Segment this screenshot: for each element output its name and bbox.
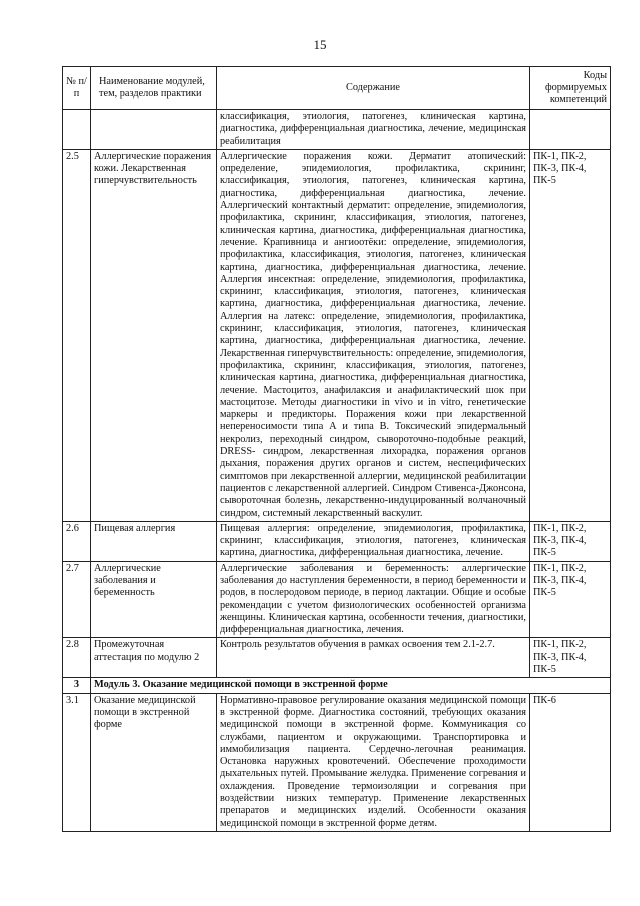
header-content: Содержание: [217, 67, 530, 110]
table-row: [63, 521, 611, 561]
table-row: [63, 110, 611, 150]
module-title: Модуль 3. Оказание медицинской помощи в экстренной форме: [91, 678, 611, 693]
row-codes: ПК-1, ПК-2, ПК-3, ПК-4, ПК-5: [530, 521, 611, 561]
header-name: Наименование модулей, тем, разделов практики: [91, 67, 217, 110]
module-header-row: [63, 678, 611, 693]
row-name: Аллергические заболевания и беременность: [91, 561, 217, 638]
row-num: 2.6: [63, 521, 91, 561]
row-content: Нормативно-правовое регулирование оказания медицинской помощи в экстренной форме. Диагностика состояний, требующих оказания медицинской помощи в экстренной форме. Коммуникация со службами, пациентом и окружающими. Транспортировка и иммобилизация пациента. Сердечно-легочная реанимация. Остановка наружных кровотечений. Обеспечение проходимости дыхательных путей. Промывание желудка. Применение согревания и охлаждения. Проведение термоизоляции и согревания при воздействии низких температур. Применение лекарственных препаратов и медицинских изделий. Особенности оказания медицинской помощи в экстренной форме детям.: [217, 693, 530, 831]
row-num: [63, 110, 91, 150]
module-num: 3: [63, 678, 91, 693]
row-codes: [530, 110, 611, 150]
row-codes: ПК-1, ПК-2, ПК-3, ПК-4, ПК-5: [530, 561, 611, 638]
row-name: Аллергические поражения кожи. Лекарственная гиперчувствительность: [91, 149, 217, 521]
row-name: [91, 110, 217, 150]
table-row: [63, 693, 611, 831]
row-codes: ПК-6: [530, 693, 611, 831]
table-row: [63, 149, 611, 521]
row-num: 2.8: [63, 638, 91, 678]
table-row: [63, 638, 611, 678]
row-name: Промежуточная аттестация по модулю 2: [91, 638, 217, 678]
row-num: 2.5: [63, 149, 91, 521]
row-content: Пищевая аллергия: определение, эпидемиология, профилактика, скрининг, классификация, этиология, патогенез, клиническая картина, диагностика, дифференциальная диагностика, лечение.: [217, 521, 530, 561]
row-name: Пищевая аллергия: [91, 521, 217, 561]
row-num: 2.7: [63, 561, 91, 638]
row-content: Контроль результатов обучения в рамках освоения тем 2.1-2.7.: [217, 638, 530, 678]
table-row: [63, 561, 611, 638]
row-num: 3.1: [63, 693, 91, 831]
header-num: № п/п: [63, 67, 91, 110]
row-content: Аллергические поражения кожи. Дерматит атопический: определение, эпидемиология, профилактика, скрининг, классификация, этиология, патогенез, клиническая картина, диагностика, дифференциальная диагностика, лечение. Аллергический контактный дерматит: определение, эпидемиология, профилактика, скрининг, классификация, этиология, патогенез, клиническая картина, диагностика, дифференциальная диагностика, лечение. Крапивница и ангиоотёки: определение, эпидемиология, профилактика, классификация, этиология, патогенез, клиническая картина, диагностика, дифференциальная диагностика, лечение. Аллергия инсектная: определение, эпидемиология, профилактика, скрининг, классификация, этиология, патогенез, клиническая картина, диагностика, дифференциальная диагностика, лечение. Аллергия на латекс: определение, эпидемиология, профилактика, скрининг, классификация, этиология, патогенез, клиническая картина, диагностика, дифференциальная диагностика, лечение. Лекарственная гиперчувствительность: определение, эпидемиология, профилактика, скрининг, классификация, этиология, патогенез, клиническая картина, диагностика, дифференциальная диагностика, лечение. Мастоцитоз, анафилаксия и анафилактический шок при мастоцитозе. Методы диагностики in vivo и in vitro, генетические маркеры и предикторы. Поражения кожи при лекарственной непереносимости типа А и типа В. Токсический эпидермальный некролиз, переходный синдром, сывороточно-подобные реакций, DRESS- синдром, лекарственная лихорадка, поражения органов дыхания, поражения других органов и систем, неспецифических симптомов при лекарственной аллергии, медицинской реабилитации пациентов с лекарственной аллергией. Синдром Стивенса-Джонсона, сывороточная болезнь, лекарственно-индуцированный волчаночный синдром, системный лекарственный васкулит.: [217, 149, 530, 521]
row-codes: ПК-1, ПК-2, ПК-3, ПК-4, ПК-5: [530, 638, 611, 678]
row-content: классификация, этиология, патогенез, клиническая картина, диагностика, дифференциальная диагностика, лечение, медицинская реабилитация: [217, 110, 530, 150]
table-header-row: [63, 67, 611, 110]
header-codes: Коды формируемых компетенций: [530, 67, 611, 110]
row-codes: ПК-1, ПК-2, ПК-3, ПК-4, ПК-5: [530, 149, 611, 521]
page-number: 15: [313, 37, 327, 52]
row-name: Оказание медицинской помощи в экстренной форме: [91, 693, 217, 831]
practice-content-table: [62, 66, 611, 832]
row-content: Аллергические заболевания и беременность: аллергические заболевания до наступления беременности, в период беременности и родов, в послеродовом периоде, в период лактации. Общие и особые рекомендации с учетом физиологических особенностей организма женщины. Клиническая картина, особенности течения, диагностики, дифференциальная диагностика, лечения.: [217, 561, 530, 638]
